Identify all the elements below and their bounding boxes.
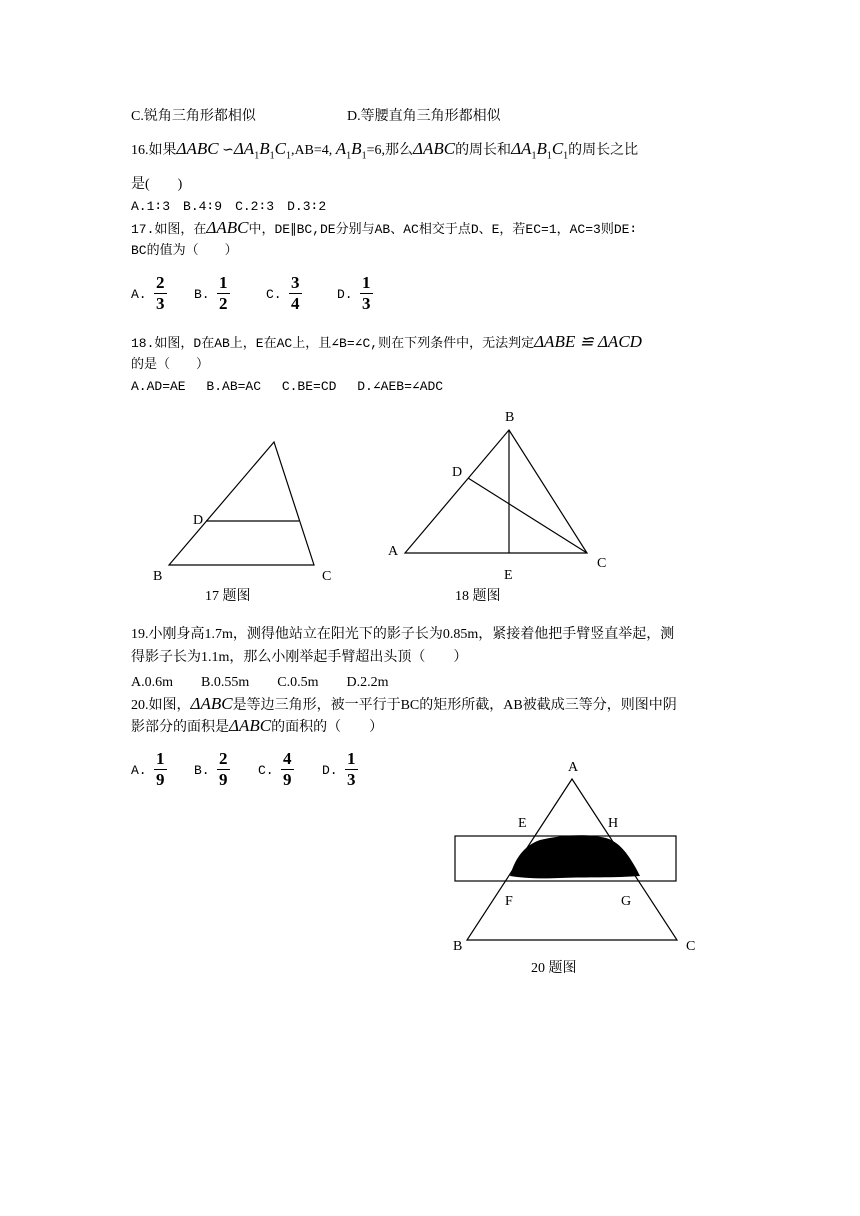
q20-stem-2: 影部分的面积是 (131, 720, 229, 735)
fig17-triangle (169, 442, 314, 565)
q16-prefix: 16.如果 (131, 143, 177, 158)
q16-mid: 的周长和 (455, 143, 512, 158)
q20-option-c-fraction: $\frac{4}{9}$ (283, 749, 292, 789)
q16-a1b1: $A_1B_1$ (335, 139, 367, 162)
q18-options: A.AD=AE B.AB=AC C.BE=CD D.∠AEB=∠ADC (131, 379, 444, 394)
q16-a1b1-text: =6,那么 (366, 143, 413, 158)
q17-option-d-fraction: $\frac{1}{3}$ (362, 273, 371, 313)
q20-option-a-fraction: $\frac{1}{9}$ (156, 749, 165, 789)
fig18-label-e: E (504, 568, 513, 583)
fig18-label-a: A (388, 544, 399, 559)
figure-17 (153, 442, 331, 604)
figure-18 (388, 410, 606, 604)
q18-congruence: ΔABE ≌ ΔACD (534, 332, 642, 351)
fig17-label-d: D (193, 513, 204, 528)
q17-tri-abc: ΔABC (206, 218, 249, 237)
fig18-segment-dc (468, 478, 587, 553)
fig20-label-f: F (505, 894, 513, 909)
q20-option-a-label: A. (131, 763, 147, 778)
q20-line1 (131, 694, 677, 716)
q17-option-d-label: D. (337, 287, 353, 302)
q16-tri-a1b1c1: $\Delta A_1B_1C_1$ (233, 139, 291, 162)
q20-tri-abc-2: ΔABC (229, 716, 272, 735)
fig20-shaded-region (510, 835, 640, 878)
q16-tri-abc: ΔABC (176, 139, 219, 158)
q17-line2: BC的值为（ ） (131, 243, 238, 258)
q16-similar-sign: ∽ (222, 143, 234, 158)
fig17-caption: 17 题图 (205, 589, 251, 604)
q18-stem: 18.如图，D在AB上，E在AC上，且∠B=∠C,则在下列条件中，无法判定 (131, 336, 535, 351)
q20-stem: 是等边三角形，被一平行于BC的矩形所截，AB被截成三等分，则图中阴 (232, 698, 677, 713)
q20-prefix: 20.如图， (131, 698, 191, 713)
q18-line2: 的是（ ） (131, 357, 210, 372)
q16-tri-abc-2: ΔABC (412, 139, 456, 158)
q16-line2: 是( ) (131, 177, 183, 192)
q17-stem: 中，DE∥BC,DE分别与AB、AC相交于点D、E，若EC=1，AC=3则DE∶ (248, 222, 638, 237)
q17-option-b-label: B. (194, 287, 210, 302)
q20-option-d-label: D. (322, 763, 338, 778)
q20-option-b-fraction: $\frac{2}{9}$ (219, 749, 228, 789)
q19-line2: 得影子长为1.1m，那么小刚举起手臂超出头顶（ ） (131, 650, 468, 665)
q17-option-a-label: A. (131, 287, 147, 302)
fig20-label-h: H (608, 816, 619, 831)
fig18-label-c: C (597, 556, 607, 571)
fig20-label-a: A (568, 760, 579, 775)
fig20-caption: 20 题图 (531, 961, 577, 976)
q20-line2 (131, 716, 383, 738)
q16-tri-a1b1c1-2: $\Delta A_1B_1C_1$ (511, 139, 569, 162)
fig20-label-g: G (621, 894, 632, 909)
q15-option-c: C.锐角三角形都相似 (131, 109, 256, 124)
fig17-label-b: B (153, 569, 163, 584)
q20-tri-abc: ΔABC (190, 694, 233, 713)
fig20-label-e: E (518, 816, 527, 831)
q20-suffix: 的面积的（ ） (271, 720, 384, 735)
figure-20 (453, 760, 695, 976)
q17-option-c-fraction: $\frac{3}{4}$ (291, 273, 300, 313)
fig18-caption: 18 题图 (455, 589, 501, 604)
q19-options: A.0.6m B.0.55m C.0.5m D.2.2m (131, 675, 389, 690)
q16-options: A.1∶3 B.4∶9 C.2∶3 D.3∶2 (131, 199, 327, 214)
q20-option-d-fraction: $\frac{1}{3}$ (347, 749, 356, 789)
q17-option-a-fraction: $\frac{2}{3}$ (156, 273, 165, 313)
q17-prefix: 17.如图，在 (131, 222, 207, 237)
q17-option-b-fraction: $\frac{1}{2}$ (219, 273, 228, 313)
q16-ab: ,AB=4, (290, 143, 333, 158)
fig20-label-b: B (453, 939, 463, 954)
fig18-label-d: D (452, 465, 463, 480)
fig17-label-c: C (322, 569, 332, 584)
q15-option-d: D.等腰直角三角形都相似 (347, 109, 501, 124)
q20-option-c-label: C. (258, 763, 274, 778)
fig20-label-c: C (686, 939, 696, 954)
q17-option-c-label: C. (266, 287, 282, 302)
q16-suffix: 的周长之比 (568, 143, 639, 158)
fig18-label-b: B (505, 410, 515, 425)
fig18-triangle (405, 430, 587, 553)
q20-option-b-label: B. (194, 763, 210, 778)
q19-line1: 19.小刚身高1.7m，测得他站立在阳光下的影子长为0.85m，紧接着他把手臂竖直举起，测 (131, 627, 675, 642)
